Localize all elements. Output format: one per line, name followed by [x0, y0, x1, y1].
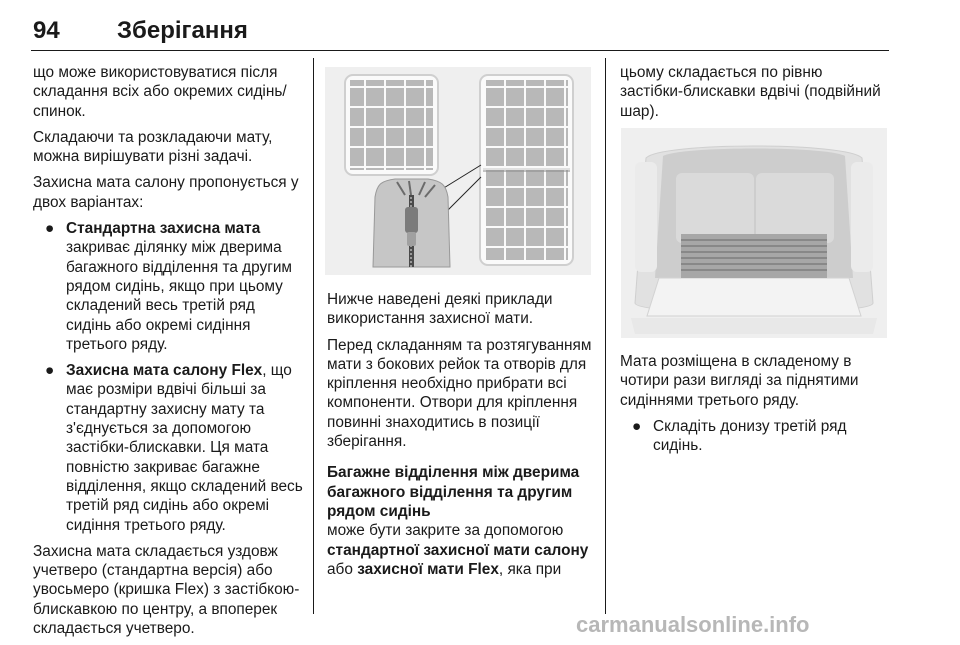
bullet-dot: ●	[632, 417, 642, 435]
paragraph: Перед складанням та розтягуванням мати з бокових рейок та отворів для кріплення необхідно прибрати всі компоненти. Отвори для кріплення повинні знаходитись в позиції зберігання.	[327, 336, 592, 451]
section-heading: Багажне відділення між дверима багажного відділення та другим рядом сидінь	[327, 464, 580, 520]
column-3-bottom	[620, 352, 888, 462]
paragraph: Нижче наведені деякі приклади використання захисної мати.	[327, 291, 553, 328]
bullet-text: Складіть донизу третій ряд сидінь.	[653, 417, 847, 455]
bullet-item	[33, 361, 303, 535]
bullet-text: , що має розміри вдвічі більші за стандартну захисну мату та з'єднується за допомогою застібки-блискавки. Ця мата повністю закриває багажне відділення, якщо складений весь третій ряд сидінь або окремі сидіння третього ряду.	[66, 362, 303, 534]
bullet-dot: ●	[45, 362, 55, 380]
bullet-title: Стандартна захисна мата	[66, 220, 261, 238]
paragraph: Захисна мата складається уздовж учетверо (стандартна версія) або увосьмеро (кришка Flex) з застібкою-блискавкою по центру, а впоперек складається учетверо.	[33, 542, 300, 638]
paragraph: цьому складається по рівню застібки-блискавки вдвічі (подвійний шар).	[620, 64, 881, 120]
paragraph: Мата розміщена в складеному в чотири рази вигляді за піднятими сидіннями третього ряду.	[620, 353, 859, 409]
illustration-mat-zipper	[325, 67, 591, 275]
bullet-item	[620, 417, 888, 456]
paragraph: Складаючи та розкладаючи мату, можна вирішувати різні задачі.	[33, 128, 273, 166]
bullet-text: закриває ділянку між дверима багажного відділення та другим рядом сидінь, якщо при цьому складений весь третій ряд сидінь або окремі сидіння третього ряду.	[66, 239, 293, 353]
header-rule	[31, 50, 889, 51]
bullet-dot: ●	[45, 220, 55, 238]
column-divider-1	[313, 58, 314, 614]
illustration-trunk	[621, 128, 887, 338]
column-divider-2	[605, 58, 606, 614]
paragraph: Захисна мата салону пропонується у двох варіантах:	[33, 174, 299, 211]
paragraph: що може використовуватися після складання всіх або окремих сидінь/спинок.	[33, 64, 287, 120]
bullet-title: Захисна мата салону Flex	[66, 362, 263, 380]
column-2	[327, 290, 593, 586]
column-3-top	[620, 63, 888, 128]
bullet-item	[33, 219, 303, 354]
mat-zipper-drawing	[325, 67, 591, 275]
trunk-drawing	[621, 128, 887, 338]
page-header	[0, 0, 960, 56]
paragraph: може бути закрите за допомогою стандартної захисної мати салону або захисної мати Flex, яка при	[327, 522, 589, 578]
page-title: Зберігання	[117, 17, 248, 44]
column-1	[33, 63, 303, 645]
watermark: carmanualsonline.info	[576, 612, 810, 637]
page-number: 94	[33, 17, 60, 44]
